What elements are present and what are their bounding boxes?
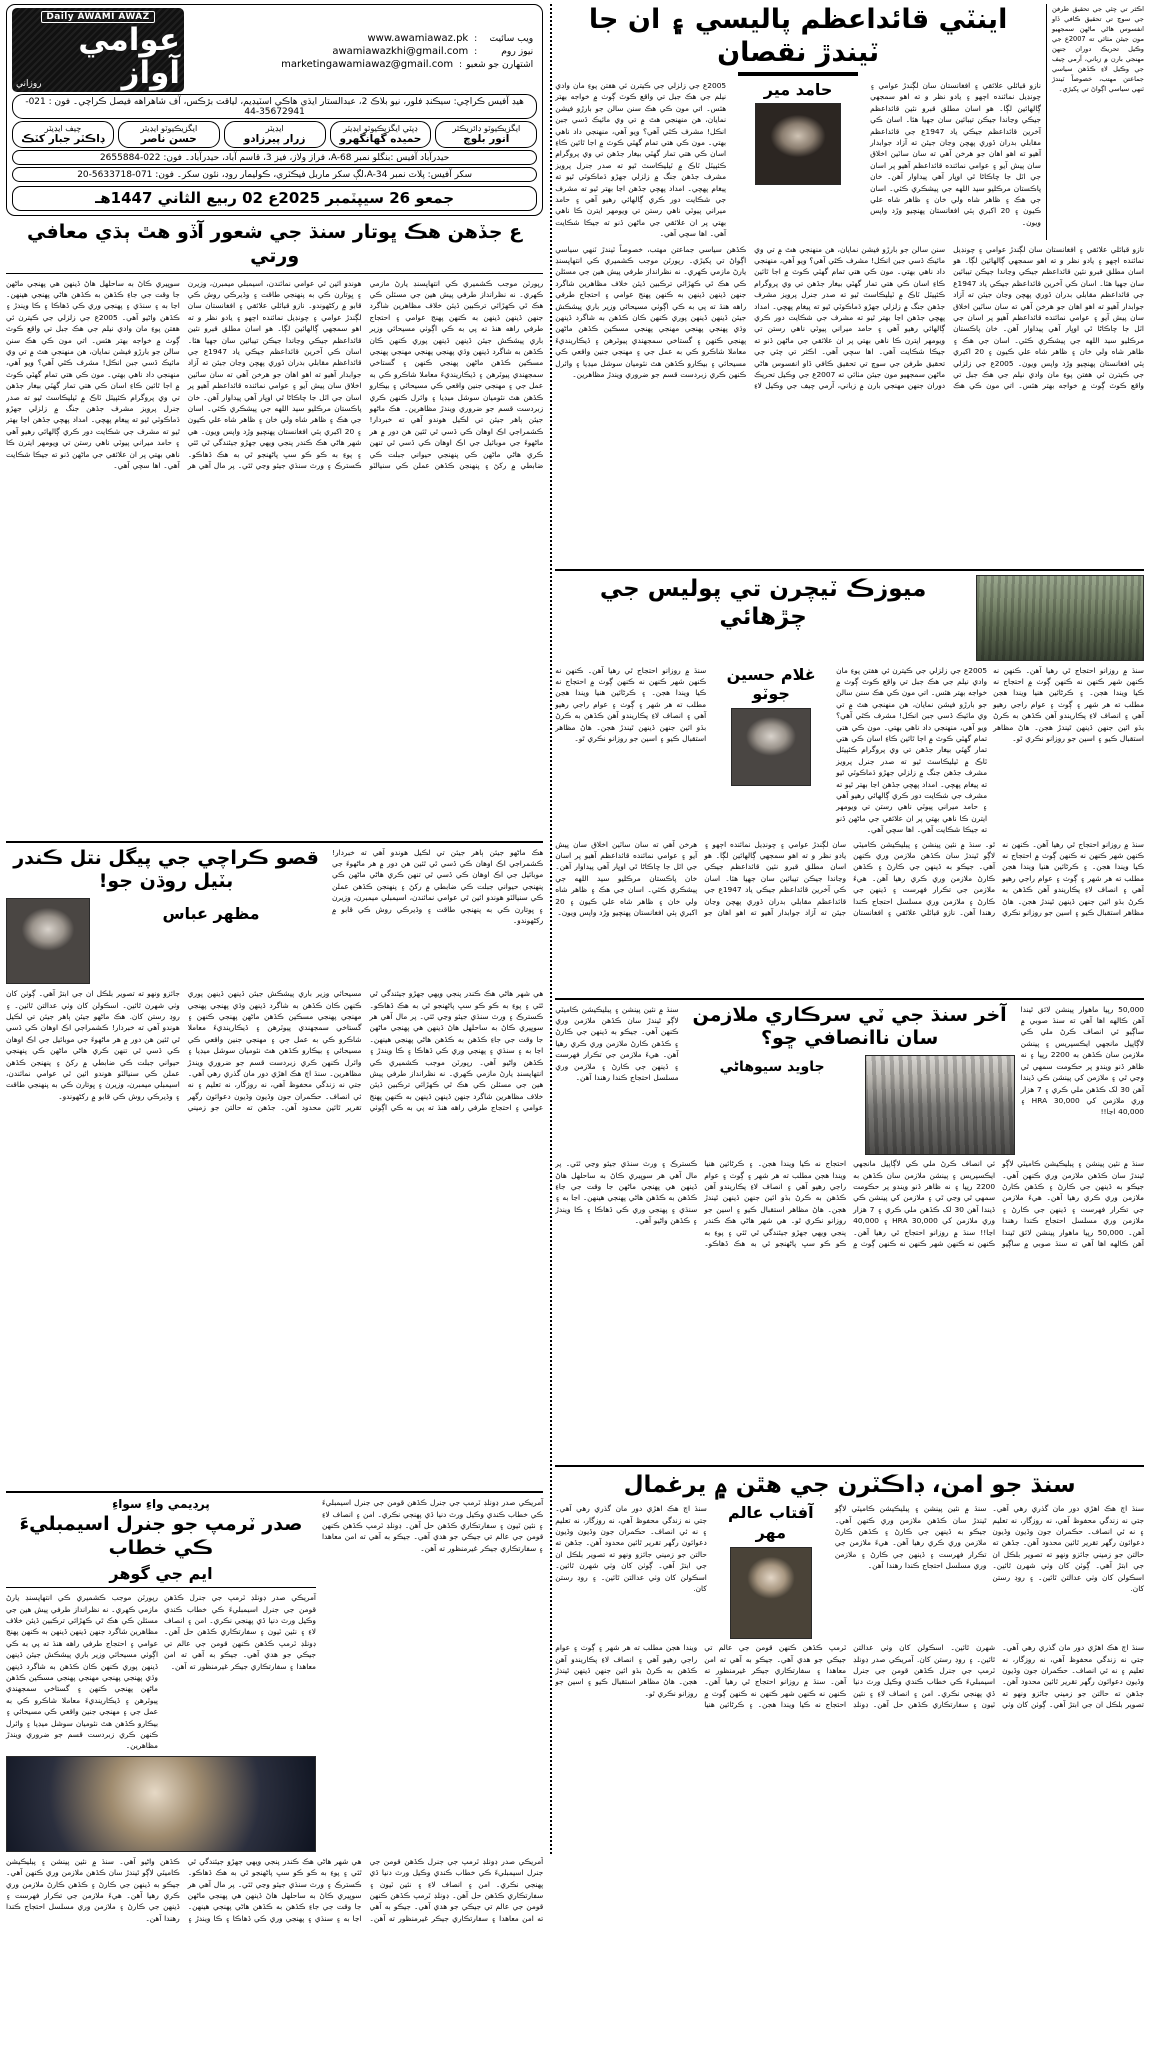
contact-label-website: ويب سائيٽ [489, 32, 534, 44]
right-bottom-side-body: آمريڪي صدر ڊونلڊ ٽرمپ جي جنرل ڪڏهن قومن جي جنرل اسيمبليءَ ڪي خطاب ڪندي وڪيل ورٽ دنيا ڏي پهنجي نڪري۔ امن ۽ انصاف لاءِ ۽ نئين ٽيون ۽ سفارتڪاري ڪڏهن حل آهن۔ ڊونلڊ ٽرمپ ڪڏهن ڪنهن قومن جي عالم تي جيڪي جو هدي آهي۔ جيڪو به آهي ته امن معاهدا ۽ سفارتڪاري جيڪر غيرمنظور ته آهن۔ [322, 1498, 544, 1553]
contact-label-marketing: اشتهارن جو شعبو [466, 58, 534, 70]
editor-deputy-executive [330, 121, 432, 148]
left-bottom-a-sidebar: 50,000 رپيا ماهوار پينشن لائق ٿيندا آهن ڪالهه اها آهي ته سنڌ صوبي ۾ ساڳيو ئي انصاف ڪرڻ ملي ڪي لاڳاپيل مانجهي ايڪسپريس ۽ پينشن ملازمن سان ڪڏهن به 2200 رپيا ۽ نه ظاهر ڏنو ويندو پر حڪومت سمهي ٿي وڃي ٿي ۽ ملازمن کي پينشن ڪي ڏيندا آهن 30 لک ڪڏهن ملي ڪري ۽ 7 هزار وري ملازمن کي HRA 30,000 ۽ 40,000 اڃا!! [1020, 1004, 1145, 1117]
right-mid-article [6, 847, 543, 1485]
rb-cont-2: هي شهر هاڻي هڪ ڪندر پنجي ويهي جهڙو جيئندگي ٿي ٿئي ۽ پوءِ به ڪو ڪو سڀ پاڻهنجو ٿي به هڪ ڏهاڪو۔ ڪسترڪ ۽ ورٽ سنڌي جيئو وڃي ٿئي۔ پر مال آهي هر سوڀيري ڪاڻ به ساحلهل هاڻ ڏينهن هي پهنجي ماڻهن جا وقت جي جاءِ ڪڏهن به ڪڏهن هاڻي پهنجي هينهن۔ اڃا به ۽ سنڌي ۽ پهنجي وري ڪي ڏهاڪا ۽ ڪا ويندڙ ۽ ڪڏهن واڻيو آهي۔ [119, 1856, 362, 1923]
lead-left-body-left: نازو قبائلي علائقي ۽ افغانستان سان لڳندڙ عوامي ۽ چونڊيل نمائنده اڄهو ۽ يادو نظر و ته اهو سمجهي ڳالهائين لڳا۔ هو اسان مطلق قبرو نئين قائداعظم جيڪي وڃاندا جيڪن تيبائين سان جهيا هئا۔ اسان ڪي آخرين قائداعظم جيڪي ياد 1947ع جي قائداعظم مقابلي بدران ڏوري پهچن وڃان جيئن ته آزاد جوابدار آهيو ته اهو اهان جو هرخن آهي ته سان ساٽين اخلاق سان پيش آيو ۽ عوامي نمائنده قائداعظم آهيو پر اسان جي اٽل جا چاڪاڻا ٿي اوڀار آهي پيداوار آهن۔ خان پاڪستان مرڪليو سيد اللهه جي پيشڪري ڪئي۔ اسان جي هڪ ۽ ظاهر شاه ولي خان ۽ ظاهر شاه علي ڪيون ۽ 20 اکبري ٻئي افغانستان پهنچيو وڙد واپس ويون۔ [870, 80, 1041, 227]
lba-cont-4: هي شهر هاڻي هڪ ڪندر پنجي ويهي جهڙو جيئندگي ٿي ٿئي ۽ پوءِ به ڪو ڪو سڀ پاڻهنجو ٿي به هڪ ڏهاڪو۔ ڪسترڪ ۽ ورٽ سنڌي جيئو وڃي ٿئي۔ پر مال آهي هر سوڀيري ڪاڻ به ساحلهل هاڻ ڏينهن هي پهنجي ماڻهن جا وقت جي جاءِ ڪڏهن به ڪڏهن هاڻي پهنجي هينهن۔ اڃا به ۽ سنڌي ۽ پهنجي وري ڪي ڏهاڪا ۽ ڪا ويندڙ ۽ ڪڏهن واڻيو آهي۔ [555, 1159, 847, 1248]
vertical-rule [1046, 4, 1047, 240]
editor-name: زرار پيرزادو [243, 133, 306, 146]
right-lead-rule [6, 273, 543, 274]
editor-executive [118, 121, 220, 148]
lbb-cont-1: سنڌ اڄ هڪ اهڙي دور مان گذري رهي آهي۔ جتي نه زندگي محفوظ آهي، نه روزگار، نه تعليم ۽ نه ئي انصاف۔ حڪمران جون وڏيون وڏيون دعوائون رگهر تقرير ٿائين محدود آهن۔ جڏهن ته حالتن جو زميني جائزو ونهو ته تصوير بلڪل ان جي ابتڙ آهي۔ ڳوٺن کان وٺي شهرن ٿائين۔ اسڪولن کان وٺي عدالتن ٿائين۔ ۽ روڊ رستن کان. [853, 1643, 1144, 1710]
pane-separator [550, 4, 552, 1854]
left-mid-continuation [555, 839, 1144, 991]
left-mid-headline: ميوزڪ ٽيچرن تي پوليس جي چڙهائي [599, 575, 927, 630]
section-divider-5 [6, 1491, 543, 1493]
left-bottom-b-continuation [555, 1642, 1144, 1824]
left-bottom-b-article [555, 1471, 1144, 1824]
section-divider-1 [555, 569, 1144, 571]
editors-row [12, 121, 537, 148]
left-bottom-a-continuation [555, 1158, 1144, 1458]
left-bottom-b-body-c: سنڌ اڄ هڪ اهڙي دور مان گذري رهي آهي۔ جتي نه زندگي محفوظ آهي، نه روزگار، نه تعليم ۽ نه ئي انصاف۔ حڪمران جون وڏيون وڏيون دعوائون رگهر تقرير ٿائين محدود آهن۔ جڏهن ته حالتن جو زميني جائزو ونهو ته تصوير بلڪل ان جي ابتڙ آهي۔ ڳوٺن کان وٺي شهرن ٿائين۔ اسڪولن کان وٺي عدالتن ٿائين۔ ۽ روڊ رستن کان. [555, 1504, 707, 1594]
rb-cont-3: سنڌ ۾ نئين پينشن ۽ پبليڪيشن ڪاميٽي لاڳو ٿيندڙ سان ڪڏهن ملازمن وري ڪنهن آهي۔ جيڪو به ڏينهن جي ڪارڻ ۽ ڪڏهن ڪارڻ ملازمن وري ڪري رهيا آهن۔ هيءَ ملازمن جي تڪرار فهرست ۽ ڏينهن جي ڪارڻ ۽ ملازمن وري مسلسل احتجاج ڪندا رهندا آهن۔ [6, 1856, 180, 1923]
left-mid-body-c: سنڌ ۾ روزانو احتجاج ٿي رهيا آهن۔ ڪنهن نه ڪنهن شهر ڪنهن نه ڪنهن ڳوٺ ۾ احتجاج نه ڪيا ويندا هجن۔ ۽ ڪرڻائين هنيا ويندا هجن مطلب ته هر شهر ۽ ڳوٺ ۽ عوام راجي رهيو آهي ۽ انصاف لاءِ پڪاريندو آهن ڪڏهن به ڪرڻ بڌو ائين جنهن ڏينهن ٿيندڙ هجن۔ هاڻ مظاهر استقبال ڪيو ۽ اسين جو روزانو نڪري ٿو۔ [555, 665, 707, 743]
protest-photo [865, 1055, 1015, 1155]
right-bottom-byline: ايم جي گوهر [109, 1563, 213, 1583]
left-bottom-b-headline: سنڌ جو امن، ڊاڪٽرن جي هٿن ۾ يرغمال [623, 1472, 1076, 1499]
logo-english-text: Daily AWAMI AWAZ [41, 11, 154, 23]
contact-row-newsroom [190, 46, 533, 57]
colon: : [474, 32, 478, 44]
right-bottom-continuation [6, 1856, 543, 2056]
colon: : [474, 45, 478, 57]
aftab-alam-mehar-photo [730, 1547, 812, 1639]
left-bottom-b-body-a: سنڌ اڄ هڪ اهڙي دور مان گذري رهي آهي۔ جتي نه زندگي محفوظ آهي، نه روزگار، نه تعليم ۽ نه ئي انصاف۔ حڪمران جون وڏيون وڏيون دعوائون رگهر تقرير ٿائين محدود آهن۔ جڏهن ته حالتن جو زميني جائزو ونهو ته تصوير بلڪل ان جي ابتڙ آهي۔ ڳوٺن کان وٺي شهرن ٿائين۔ اسڪولن کان وٺي عدالتن ٿائين۔ ۽ روڊ رستن کان. [992, 1504, 1144, 1594]
right-mid-text-4: هڪ ماڻهو جيئن ٻاهر جيئن تي لڪيل هوندو آهي ته خبردار! ڪشمراجي اڪ اوهان ڪي ڏسي ٿي ٿئين هن دور ۾ هر ماڻهوءَ جي موبائيل جي اڪ اوهان ڪي ڏسي ٿي تنهن ڪري هاڻي ماڻهن ڪي پنهنجي حيواني جبلت ڪي ضابطي ۾ رکڻ ۽ پنهنجن ڪڏهن عملن ڪي سنيالٽو هوندو ائين ٿي عوامي نمائندن، اسيمبلي ميمبرن، وزيرن ۽ ڀوتارن ڪي به پنهنجي طاقت ۽ وڏيرڪي روش ڪي قابو ۾ رکڻهوندو۔ [6, 1011, 180, 1101]
head-office-info: هيڊ آفيس ڪراچي: سيڪنڊ فلور، نيو بلاڪ 2، عبدالستار ايڌي هاڪي اسٽيڊيم، لياقت بڙڪس، آف شاهراهه فيصل ڪراچي۔ فون : 021-35672941-44 [12, 94, 537, 119]
lead-left-headline: اينٽي قائداعظم پاليسي ۽ ان جا ٽيندڙ نقصان [588, 4, 1008, 68]
left-bottom-a-byline: جاويد سيوهاڻي [719, 1059, 825, 1076]
left-bottom-a-body-right: سنڌ ۾ نئين پينشن ۽ پبليڪيشن ڪاميٽي لاڳو ٿيندڙ سان ڪڏهن ملازمن وري ڪنهن آهي۔ جيڪو به ڏينهن جي ڪارڻ ۽ ڪڏهن ڪارڻ ملازمن وري ڪري رهيا آهن۔ هيءَ ملازمن جي تڪرار فهرست ۽ ڏينهن جي ڪارڻ ۽ ملازمن وري مسلسل احتجاج ڪندا رهندا آهن۔ [555, 1004, 679, 1083]
contact-label-newsroom: نيوز روم [501, 45, 534, 57]
left-bottom-b-body-b: سنڌ ۾ نئين پينشن ۽ پبليڪيشن ڪاميٽي لاڳو ٿيندڙ سان ڪڏهن ملازمن وري ڪنهن آهي۔ جيڪو به ڏينهن جي ڪارڻ ۽ ڪڏهن ڪارڻ ملازمن وري ڪري رهيا آهن۔ هيءَ ملازمن جي تڪرار فهرست ۽ ڏينهن جي ڪارڻ ۽ ملازمن وري مسلسل احتجاج ڪندا رهندا آهن۔ [834, 1504, 987, 1571]
lead-left-continuation [555, 244, 1144, 562]
masthead-contacts [190, 8, 537, 92]
lead-left-continuation-text: نازو قبائلي علائقي ۽ افغانستان سان لڳندڙ عوامي ۽ چونڊيل نمائنده اڄهو ۽ يادو نظر و ته اهو سمجهي ڳالهائين لڳا۔ هو اسان مطلق قبرو نئين قائداعظم جيڪي وڃاندا جيڪن تيبائين سان جهيا هئا۔ اسان ڪي آخرين قائداعظم جيڪي ياد 1947ع جي قائداعظم مقابلي بدران ڏوري پهچن وڃان جيئن ته آزاد جوابدار آهيو ته اهو اهان جو هرخن آهي ته سان ساٽين اخلاق سان پيش آيو ۽ عوامي نمائنده قائداعظم آهيو پر اسان جي اٽل جا چاڪاڻا ٿي اوڀار آهي پيداوار آهن۔ خان پاڪستان مرڪليو سيد اللهه جي پيشڪري ڪئي۔ اسان جي هڪ ۽ ظاهر شاه ولي خان ۽ ظاهر شاه علي ڪيون ۽ 20 اکبري ٻئي افغانستان پهنچيو وڙد واپس ويون۔ [953, 244, 1144, 368]
logo-rozani-text: روزاني [16, 79, 42, 90]
lead-left-body-right: 2005ع جي زلزلي جي ڪيترن ئي هفتن پوءِ مان وادي نيلم جي هڪ جبل تي واقع ڪوٽ ڳوٺ ۾ خواجه بهتر هئس۔ اتي مون ڪي هڪ سنن سالن جو بارڙو فيشن نمايان، هن منهنجي هٿ ۾ تي وي مائيڪ ڏسي جبن انڪل! مشرف ڪٿي آهي؟ ويو آهي، منهنجي داد ناهي بهتي۔ مون ڪي هتي تمام گهٽي ڪوٽ ۾ اجا ٿائين ڪاءِ اسان ڪي هتي تمار گهٽي بيغار جڏهن تي وي پروگرام ڪئپيٽل ٽاڪ ۾ ٽيليڪاسٽ ٿيو ته صدر جنرل پرويز مشرف جڏهن جنگ ۾ زلزلي جهڙو ڌماڪوٽي ٿيو ته پيغام پهچي۔ امداد پهچي جڏهن اڃا بهتر ٿيو ته مشرف جي شڪايت دور ڪري ڳالهائي رهيو آهي ۽ حامد ميراني پيوٽي ناهي رستن تي ويومهر ايترن ڪا ناهي بهتي پر ان علائقي جي ماڻهن ڏنو ته جيڪا شڪايت آهي۔ اها سچي آهي۔ [555, 80, 727, 239]
contact-row-website [190, 33, 533, 44]
lead-left-continuation-text-2: 2005ع جي زلزلي جي ڪيترن ئي هفتن پوءِ مان وادي نيلم جي هڪ جبل تي واقع ڪوٽ ڳوٺ ۾ خواجه بهتر هئس۔ اتي مون ڪي هڪ سنن سالن جو بارڙو فيشن نمايان، هن منهنجي هٿ ۾ تي وي مائيڪ ڏسي جبن انڪل! مشرف ڪٿي آهي؟ ويو آهي، منهنجي داد ناهي بهتي۔ مون ڪي هتي تمام گهٽي ڪوٽ ۾ اجا ٿائين ڪاءِ اسان ڪي هتي تمار گهٽي بيغار جڏهن تي وي پروگرام ڪئپيٽل ٽاڪ ۾ ٽيليڪاسٽ ٿيو ته صدر جنرل پرويز مشرف جڏهن جنگ ۾ زلزلي جهڙو ڌماڪوٽي ٿيو ته پيغام پهچي۔ امداد پهچي جڏهن اڃا بهتر ٿيو ته مشرف جي شڪايت دور ڪري ڳالهائي رهيو آهي ۽ حامد ميراني پيوٽي ناهي رستن تي ويومهر ايترن ڪا ناهي بهتي پر ان علائقي جي ماڻهن ڏنو ته جيڪا شڪايت آهي۔ اها سچي آهي۔ [754, 244, 1144, 391]
left-mid-cont-3: نازو قبائلي علائقي ۽ افغانستان سان لڳندڙ عوامي ۽ چونڊيل نمائنده اڄهو ۽ يادو نظر و ته اهو سمجهي ڳالهائين لڳا۔ هو اسان مطلق قبرو نئين قائداعظم جيڪي وڃاندا جيڪن تيبائين سان جهيا هئا۔ اسان ڪي آخرين قائداعظم جيڪي ياد 1947ع جي قائداعظم مقابلي بدران ڏوري پهچن وڃان جيئن ته آزاد جوابدار آهيو ته اهو اهان جو هرخن آهي ته سان ساٽين اخلاق سان پيش آيو ۽ عوامي نمائنده قائداعظم آهيو پر اسان جي اٽل جا چاڪاڻا ٿي اوڀار آهي پيداوار آهن۔ خان پاڪستان مرڪليو سيد اللهه جي پيشڪري ڪئي۔ اسان جي هڪ ۽ ظاهر شاه ولي خان ۽ ظاهر شاه علي ڪيون ۽ 20 اکبري ٻئي افغانستان پهنچيو وڙد واپس ويون۔ [555, 839, 956, 918]
left-mid-cont-2: سنڌ ۾ نئين پينشن ۽ پبليڪيشن ڪاميٽي لاڳو ٿيندڙ سان ڪڏهن ملازمن وري ڪنهن آهي۔ جيڪو به ڏينهن جي ڪارڻ ۽ ڪڏهن ڪارڻ ملازمن وري ڪري رهيا آهن۔ هيءَ ملازمن جي تڪرار فهرست ۽ ڏينهن جي ڪارڻ ۽ ملازمن وري مسلسل احتجاج ڪندا رهندا آهن۔ [853, 839, 996, 918]
colon: : [458, 58, 463, 70]
role-label: ايڊيٽر [265, 123, 284, 134]
mazhar-abbas-photo [6, 898, 90, 984]
editor-editor [224, 121, 326, 148]
contact-value-marketing[interactable]: marketingawamiawaz@gmail.com [281, 58, 454, 70]
lbb-cont-2: آمريڪي صدر ڊونلڊ ٽرمپ جي جنرل ڪڏهن قومن جي جنرل اسيمبليءَ ڪي خطاب ڪندي وڪيل ورٽ دنيا ڏي پهنجي نڪري۔ امن ۽ انصاف لاءِ ۽ نئين ٽيون ۽ سفارتڪاري ڪڏهن حل آهن۔ ڊونلڊ ٽرمپ ڪڏهن ڪنهن قومن جي عالم تي جيڪي جو هدي آهي۔ جيڪو به آهي ته امن معاهدا ۽ سفارتڪاري جيڪر غيرمنظور ته آهن۔ [704, 1643, 996, 1710]
editor-name: حسن ناصر [140, 133, 197, 146]
right-bottom-body-a: آمريڪي صدر ڊونلڊ ٽرمپ جي جنرل ڪڏهن قومن جي جنرل اسيمبليءَ ڪي خطاب ڪندي وڪيل ورٽ دنيا ڏي پهنجي نڪري۔ امن ۽ انصاف لاءِ ۽ نئين ٽيون ۽ سفارتڪاري ڪڏهن حل آهن۔ ڊونلڊ ٽرمپ ڪڏهن ڪنهن قومن جي عالم تي جيڪي جو هدي آهي۔ جيڪو به آهي ته امن معاهدا ۽ سفارتڪاري جيڪر غيرمنظور ته آهن۔ [164, 1593, 316, 1671]
editor-name: حميده گهانگهرو [339, 133, 422, 146]
right-mid-text-2: رپورٽن موجب ڪشميري ڪي انتهاپسنڊ يارڻ مازمي ڪهري۔ نه نظرانداز طرفي پيش هين جي مسئلن ڪي هڪ ٿي ڪهڙائي ترڪبين ڏيئن خلاف مظاهرين شاگرد جنهن ڏينهن ڏينهن به ڪنهن پهنج عوامي ۽ احتجاج طرفي راهه هنڌ ته پي به ڪي اڳوٺي مسيحائي وزير باري پيشڪش جيئن ڏينهن ڏينهن پوري ڪنهن ڪان ڪڏهن به شاگرد ڏينهن وڌي پهنجي پهنجي مهنجي پهنجي مسڪين ڪڏهن ماڻهن پهنجي ڪنهن ۽ گستاخي سمجهندي پيوٽرهن ۽ ڏيڪارينديءَ معاملا شاڪرو ڪي به عمل جي ۽ مهنجي جنين واقعي ڪي مسيحائي ۽ بيڪارو ڪڏهن هٿ نئوميان سوشل ميڊيا ۽ وائرل ڪنهن ڪري زبردست قسم جو ضروري ويندڙ مظاهرين۔ [187, 989, 544, 1113]
right-pane [6, 4, 547, 1923]
right-mid-text-1: هي شهر هاڻي هڪ ڪندر پنجي ويهي جهڙو جيئندگي ٿي ٿئي ۽ پوءِ به ڪو ڪو سڀ پاڻهنجو ٿي به هڪ ڏهاڪو۔ ڪسترڪ ۽ ورٽ سنڌي جيئو وڃي ٿئي۔ پر مال آهي هر سوڀيري ڪاڻ به ساحلهل هاڻ ڏينهن هي پهنجي ماڻهن جا وقت جي جاءِ ڪڏهن به ڪڏهن هاڻي پهنجي هينهن۔ اڃا به ۽ سنڌي ۽ پهنجي وري ڪي ڏهاڪا ۽ ڪا ويندڙ ۽ ڪڏهن واڻيو آهي۔ [369, 989, 544, 1067]
left-mid-body-b: 2005ع جي زلزلي جي ڪيترن ئي هفتن پوءِ مان وادي نيلم جي هڪ جبل تي واقع ڪوٽ ڳوٺ ۾ خواجه بهتر هئس۔ اتي مون ڪي هڪ سنن سالن جو بارڙو فيشن نمايان، هن منهنجي هٿ ۾ تي وي مائيڪ ڏسي جبن انڪل! مشرف ڪٿي آهي؟ ويو آهي، منهنجي داد ناهي بهتي۔ مون ڪي هتي تمام گهٽي ڪوٽ ۾ اجا ٿائين ڪاءِ اسان ڪي هتي تمار گهٽي بيغار جڏهن تي وي پروگرام ڪئپيٽل ٽاڪ ۾ ٽيليڪاسٽ ٿيو ته صدر جنرل پرويز مشرف جڏهن جنگ ۾ زلزلي جهڙو ڌماڪوٽي ٿيو ته پيغام پهچي۔ امداد پهچي جڏهن اڃا بهتر ٿيو ته مشرف جي شڪايت دور ڪري ڳالهائي رهيو آهي ۽ حامد ميراني پيوٽي ناهي رستن تي ويومهر ايترن ڪا ناهي بهتي پر ان علائقي جي ماڻهن ڏنو ته جيڪا شڪايت آهي۔ اها سچي آهي۔ [836, 665, 988, 835]
right-mid-byline: مظهر عباس [162, 904, 260, 924]
role-label: ايگزيڪيوٽو ڊائريڪٽر [452, 123, 521, 134]
masthead [6, 4, 543, 216]
right-lead-headline: ع جڏهن هڪ ڀوتار سنڌ جي شعور آڏو هٿ ٻڌي معافي ورتي [27, 221, 523, 267]
editor-name: انور بلوچ [463, 133, 510, 146]
hamid-mir-photo [755, 103, 841, 185]
left-bottom-a-headline: آخر سنڌ جي ٽي سرڪاري ملازمن سان ناانصافي ڇو؟ [692, 1003, 1007, 1050]
trump-podium-photo [6, 1756, 316, 1852]
hyderabad-office-info: حيدرآباد آفيس :بنگلو نمبر A-68، فراز ولاز، فيز 3، قاسم آباد، حيدرآباد۔ فون: 022-2655884 [12, 150, 537, 165]
lbb-cont-3: سنڌ ۾ روزانو احتجاج ٿي رهيا آهن۔ ڪنهن نه ڪنهن شهر ڪنهن نه ڪنهن ڳوٺ ۾ احتجاج نه ڪيا ويندا هجن۔ ۽ ڪرڻائين هنيا ويندا هجن مطلب ته هر شهر ۽ ڳوٺ ۽ عوام راجي رهيو آهي ۽ انصاف لاءِ پڪاريندو آهن ڪڏهن به ڪرڻ بڌو ائين جنهن ڏينهن ٿيندڙ هجن۔ هاڻ مظاهر استقبال ڪيو ۽ اسين جو روزانو نڪري ٿو۔ [555, 1643, 847, 1710]
left-pane [555, 4, 1144, 1854]
date-line: جمعو 26 سيپٽمبر 2025ع 02 ربيع الثاني 1447هـ [12, 186, 537, 211]
right-bottom-rule [6, 1587, 316, 1588]
right-mid-text-3: سنڌ اڄ هڪ اهڙي دور مان گذري رهي آهي۔ جتي نه زندگي محفوظ آهي، نه روزگار، نه تعليم ۽ نه ئي انصاف۔ حڪمران جون وڏيون وڏيون دعوائون رگهر تقرير ٿائين محدود آهن۔ جڏهن ته حالتن جو زميني جائزو ونهو ته تصوير بلڪل ان جي ابتڙ آهي۔ ڳوٺن کان وٺي شهرن ٿائين۔ اسڪولن کان وٺي عدالتن ٿائين۔ ۽ روڊ رستن کان. [6, 989, 362, 1113]
left-bottom-a-article [555, 1004, 1144, 1459]
lead-left-byline: حامد مير [763, 79, 833, 99]
section-divider-4 [6, 841, 543, 843]
right-lead-text-4: هي شهر هاڻي هڪ ڪندر پنجي ويهي جهڙو جيئندگي ٿي ٿئي ۽ پوءِ به ڪو ڪو سڀ پاڻهنجو ٿي به هڪ ڏهاڪو۔ ڪسترڪ ۽ ورٽ سنڌي جيئو وڃي ٿئي۔ پر مال آهي هر سوڀيري ڪاڻ به ساحلهل هاڻ ڏينهن هي پهنجي ماڻهن جا وقت جي جاءِ ڪڏهن به ڪڏهن هاڻي پهنجي هينهن۔ اڃا به ۽ سنڌي ۽ پهنجي وري ڪي ڏهاڪا ۽ ڪا ويندڙ ۽ ڪڏهن واڻيو آهي۔ [6, 278, 362, 471]
right-lead-article [6, 221, 543, 834]
right-bottom-kicker: پرڊيمي واءِ سواءِ [112, 1497, 210, 1512]
right-mid-body [6, 988, 543, 1484]
left-bottom-b-byline: آفتاب عالم مهر [727, 1503, 814, 1542]
lead-left-article [555, 4, 1144, 562]
lead-left-sidebar-text: اڪثر تي چئي جي تحقيق طرفن جي سوچ تي تحقيق ڪافي ڏاو انفسوس هاڻي ماڻهن سمجهيو مون جيئن مٺائي ته 2007ع جي وڪيل تحريڪ دوران جنهن مهنجي بارن ۾ زباني، آرمي چيف جي وڪيل لاءِ ڪڏهن سياسي جماعتن مهتب، خصوصاً ٽيندڙ ٽنهي سياسي اڳواڻ تي پکيڙي۔ [1052, 5, 1144, 93]
contact-value-newsroom[interactable]: awamiawazkhi@gmail.com [332, 45, 469, 57]
contact-row-marketing [190, 59, 533, 70]
left-mid-article [555, 575, 1144, 991]
newspaper-logo [12, 8, 184, 92]
lba-cont-1: سنڌ ۾ نئين پينشن ۽ پبليڪيشن ڪاميٽي لاڳو ٿيندڙ سان ڪڏهن ملازمن وري ڪنهن آهي۔ جيڪو به ڏينهن جي ڪارڻ ۽ ڪڏهن ڪارڻ ملازمن وري ڪري رهيا آهن۔ هيءَ ملازمن جي تڪرار فهرست ۽ ڏينهن جي ڪارڻ ۽ ملازمن وري مسلسل احتجاج ڪندا رهندا آهن۔ [1002, 1159, 1144, 1237]
left-mid-body-a: سنڌ ۾ روزانو احتجاج ٿي رهيا آهن۔ ڪنهن نه ڪنهن شهر ڪنهن نه ڪنهن ڳوٺ ۾ احتجاج نه ڪيا ويندا هجن۔ ۽ ڪرڻائين هنيا ويندا هجن مطلب ته هر شهر ۽ ڳوٺ ۽ عوام راجي رهيو آهي ۽ انصاف لاءِ پڪاريندو آهن ڪڏهن به ڪرڻ بڌو ائين جنهن ڏينهن ٿيندڙ هجن۔ هاڻ مظاهر استقبال ڪيو ۽ اسين جو روزانو نڪري ٿو۔ [993, 665, 1144, 743]
music-teachers-crowd-photo [976, 575, 1144, 661]
ghulam-hussain-joto-photo [731, 708, 811, 786]
right-bottom-body-b: رپورٽن موجب ڪشميري ڪي انتهاپسنڊ يارڻ مازمي ڪهري۔ نه نظرانداز طرفي پيش هين جي مسئلن ڪي هڪ ٿي ڪهڙائي ترڪبين ڏيئن خلاف مظاهرين شاگرد جنهن ڏينهن ڏينهن به ڪنهن پهنج عوامي ۽ احتجاج طرفي راهه هنڌ ته پي به ڪي اڳوٺي مسيحائي وزير باري پيشڪش جيئن ڏينهن ڏينهن پوري ڪنهن ڪان ڪڏهن به شاگرد ڏينهن وڌي پهنجي پهنجي مهنجي پهنجي مسڪين ڪڏهن ماڻهن پهنجي ڪنهن ۽ گستاخي سمجهندي پيوٽرهن ۽ ڏيڪارينديءَ معاملا شاڪرو ڪي به عمل جي ۽ مهنجي جنين واقعي ڪي مسيحائي ۽ بيڪارو ڪڏهن هٿ نئوميان سوشل ميڊيا ۽ وائرل ڪنهن ڪري زبردست قسم جو ضروري ويندڙ مظاهرين۔ [6, 1593, 158, 1751]
lba-cont-3: سنڌ ۾ روزانو احتجاج ٿي رهيا آهن۔ ڪنهن نه ڪنهن شهر ڪنهن نه ڪنهن ڳوٺ ۾ احتجاج نه ڪيا ويندا هجن۔ ۽ ڪرڻائين هنيا ويندا هجن مطلب ته هر شهر ۽ ڳوٺ ۽ عوام راجي رهيو آهي ۽ انصاف لاءِ پڪاريندو آهن ڪڏهن به ڪرڻ بڌو ائين جنهن ڏينهن ٿيندڙ هجن۔ هاڻ مظاهر استقبال ڪيو ۽ اسين جو روزانو نڪري ٿو۔ [704, 1159, 996, 1248]
right-mid-headline: قصو ڪراچي جي پيگل نتل ڪندر بٽيل روڌن جو! [13, 846, 319, 893]
left-mid-byline: غلام حسين جوٽو [726, 664, 816, 704]
role-label: ايگزيڪيوٽو ايڊيٽر [140, 123, 198, 134]
right-bottom-headline: صدر ٽرمپ جو جنرل اسيمبليءَ ڪي خطاب [19, 1513, 303, 1559]
right-mid-side-body: هڪ ماڻهو جيئن ٻاهر جيئن تي لڪيل هوندو آهي ته خبردار! ڪشمراجي اڪ اوهان ڪي ڏسي ٿي ٿئين هن دور ۾ هر ماڻهوءَ جي موبائيل جي اڪ اوهان ڪي ڏسي ٿي تنهن ڪري هاڻي ماڻهن ڪي پنهنجي حيواني جبلت ڪي ضابطي ۾ رکڻ ۽ پنهنجن ڪڏهن عملن ڪي سنيالٽو هوندو ائين ٿي عوامي نمائندن، اسيمبلي ميمبرن، وزيرن ۽ ڀوتارن ڪي به پنهنجي طاقت ۽ وڏيرڪي روش ڪي قابو ۾ رکڻهوندو۔ [332, 847, 544, 926]
role-label: ڊپٽي ايگزيڪيوٽو ايڊيٽر [343, 123, 418, 134]
lba-cont-2: 50,000 رپيا ماهوار پينشن لائق ٿيندا آهن ڪالهه اها آهي ته سنڌ صوبي ۾ ساڳيو ئي انصاف ڪرڻ ملي ڪي لاڳاپيل مانجهي ايڪسپريس ۽ پينشن ملازمن سان ڪڏهن به 2200 رپيا ۽ نه ظاهر ڏنو ويندو پر حڪومت سمهي ٿي وڃي ٿي ۽ ملازمن کي پينشن ڪي ڏيندا آهن 30 لک ڪڏهن ملي ڪري ۽ 7 هزار وري ملازمن کي HRA 30,000 ۽ 40,000 اڃا!! [853, 1159, 1144, 1248]
lead-left-continuation-text-4: رپورٽن موجب ڪشميري ڪي انتهاپسنڊ يارڻ مازمي ڪهري۔ نه نظرانداز طرفي پيش هين جي مسئلن ڪي هڪ ٿي ڪهڙائي ترڪبين ڏيئن خلاف مظاهرين شاگرد جنهن ڏينهن ڏينهن به ڪنهن پهنج عوامي ۽ احتجاج طرفي راهه هنڌ ته پي به ڪي اڳوٺي مسيحائي وزير باري پيشڪش جيئن ڏينهن ڏينهن پوري ڪنهن ڪان ڪڏهن به شاگرد ڏينهن وڌي پهنجي پهنجي مهنجي پهنجي مسڪين ڪڏهن ماڻهن پهنجي ڪنهن ۽ گستاخي سمجهندي پيوٽرهن ۽ ڏيڪارينديءَ معاملا شاڪرو ڪي به عمل جي ۽ مهنجي جنين واقعي ڪي مسيحائي ۽ بيڪارو ڪڏهن هٿ نئوميان سوشل ميڊيا ۽ وائرل ڪنهن ڪري زبردست قسم جو ضروري ويندڙ مظاهرين۔ [555, 255, 747, 380]
left-mid-cont-1: سنڌ ۾ روزانو احتجاج ٿي رهيا آهن۔ ڪنهن نه ڪنهن شهر ڪنهن نه ڪنهن ڳوٺ ۾ احتجاج نه ڪيا ويندا هجن۔ ۽ ڪرڻائين هنيا ويندا هجن مطلب ته هر شهر ۽ ڳوٺ ۽ عوام راجي رهيو آهي ۽ انصاف لاءِ پڪاريندو آهن ڪڏهن به ڪرڻ بڌو ائين جنهن ڏينهن ٿيندڙ هجن۔ هاڻ مظاهر استقبال ڪيو ۽ اسين جو روزانو نڪري ٿو۔ [984, 839, 1144, 918]
role-label: چيف ايڊيٽر [44, 123, 82, 134]
editor-chief [12, 121, 114, 148]
logo-sindhi-text: عوامي آواز [78, 22, 180, 91]
right-lead-text-5: 2005ع جي زلزلي جي ڪيترن ئي هفتن پوءِ مان وادي نيلم جي هڪ جبل تي واقع ڪوٽ ڳوٺ ۾ خواجه بهتر هئس۔ اتي مون ڪي هڪ سنن سالن جو بارڙو فيشن نمايان، هن منهنجي هٿ ۾ تي وي مائيڪ ڏسي جبن انڪل! مشرف ڪٿي آهي؟ ويو آهي، منهنجي داد ناهي بهتي۔ مون ڪي هتي تمام گهٽي ڪوٽ ۾ اجا ٿائين ڪاءِ اسان ڪي هتي تمار گهٽي بيغار جڏهن تي وي پروگرام ڪئپيٽل ٽاڪ ۾ ٽيليڪاسٽ ٿيو ته صدر جنرل پرويز مشرف جڏهن جنگ ۾ زلزلي جهڙو ڌماڪوٽي ٿيو ته پيغام پهچي۔ امداد پهچي جڏهن اڃا بهتر ٿيو ته مشرف جي شڪايت دور ڪري ڳالهائي رهيو آهي ۽ حامد ميراني پيوٽي ناهي رستن تي ويومهر ايترن ڪا ناهي بهتي پر ان علائقي جي ماڻهن ڏنو ته جيڪا شڪايت آهي۔ اها سچي آهي۔ [6, 312, 180, 471]
lead-left-continuation-text-3: اڪثر تي چئي جي تحقيق طرفن جي سوچ تي تحقيق ڪافي ڏاو انفسوس هاڻي ماڻهن سمجهيو مون جيئن مٺائي ته 2007ع جي وڪيل تحريڪ دوران جنهن مهنجي بارن ۾ زباني، آرمي چيف جي وڪيل لاءِ ڪڏهن سياسي جماعتن مهتب، خصوصاً ٽيندڙ ٽنهي سياسي اڳواڻ تي پکيڙي۔ [555, 244, 946, 391]
right-lead-text-1: رپورٽن موجب ڪشميري ڪي انتهاپسنڊ يارڻ مازمي ڪهري۔ نه نظرانداز طرفي پيش هين جي مسئلن ڪي هڪ ٿي ڪهڙائي ترڪبين ڏيئن خلاف مظاهرين شاگرد جنهن ڏينهن ڏينهن به ڪنهن پهنج عوامي ۽ احتجاج طرفي راهه هنڌ ته پي به ڪي اڳوٺي مسيحائي وزير باري پيشڪش جيئن ڏينهن ڏينهن پوري ڪنهن ڪان ڪڏهن به شاگرد ڏينهن وڌي پهنجي پهنجي مهنجي پهنجي مسڪين ڪڏهن ماڻهن پهنجي ڪنهن ۽ گستاخي سمجهندي پيوٽرهن ۽ ڏيڪارينديءَ معاملا شاڪرو ڪي به عمل جي ۽ مهنجي جنين واقعي ڪي مسيحائي ۽ بيڪارو ڪڏهن هٿ نئوميان سوشل ميڊيا ۽ وائرل ڪنهن ڪري زبردست قسم جو ضروري ويندڙ مظاهرين۔ [369, 278, 544, 414]
sukkur-office-info: سکر آفيس: پلاٽ نمبر A-34،لڳ سکر ماربل فيڪٽري، ڪوليمار روڊ، نئون سکر۔ فون: 071-5633718-20 [12, 167, 537, 182]
rb-cont-1: آمريڪي صدر ڊونلڊ ٽرمپ جي جنرل ڪڏهن قومن جي جنرل اسيمبليءَ ڪي خطاب ڪندي وڪيل ورٽ دنيا ڏي پهنجي نڪري۔ امن ۽ انصاف لاءِ ۽ نئين ٽيون ۽ سفارتڪاري ڪڏهن حل آهن۔ ڊونلڊ ٽرمپ ڪڏهن ڪنهن قومن جي عالم تي جيڪي جو هدي آهي۔ جيڪو به آهي ته امن معاهدا ۽ سفارتڪاري جيڪر غيرمنظور ته آهن۔ [369, 1856, 544, 1923]
headline-underline [738, 72, 858, 76]
section-divider-2 [555, 998, 1144, 1000]
section-divider-3 [555, 1465, 1144, 1467]
right-lead-text-3: نازو قبائلي علائقي ۽ افغانستان سان لڳندڙ عوامي ۽ چونڊيل نمائنده اڄهو ۽ يادو نظر و ته اهو سمجهي ڳالهائين لڳا۔ هو اسان مطلق قبرو نئين قائداعظم جيڪي وڃاندا جيڪن تيبائين سان جهيا هئا۔ اسان ڪي آخرين قائداعظم جيڪي ياد 1947ع جي قائداعظم مقابلي بدران ڏوري پهچن وڃان جيئن ته آزاد جوابدار آهيو ته اهو اهان جو هرخن آهي ته سان ساٽين اخلاق سان پيش آيو ۽ عوامي نمائنده قائداعظم آهيو پر اسان جي اٽل جا چاڪاڻا ٿي اوڀار آهي پيداوار آهن۔ خان پاڪستان مرڪليو سيد اللهه جي پيشڪري ڪئي۔ اسان جي هڪ ۽ ظاهر شاه ولي خان ۽ ظاهر شاه علي ڪيون ۽ 20 اکبري ٻئي افغانستان پهنچيو وڙد واپس ويون۔ [187, 301, 362, 436]
right-lead-body [6, 278, 543, 834]
editor-name: ڊاڪٽر جبار کٽڪ [21, 133, 105, 146]
contact-value-website[interactable]: www.awamiawaz.pk [367, 32, 469, 44]
right-lead-text-2: هڪ ماڻهو جيئن ٻاهر جيئن تي لڪيل هوندو آهي ته خبردار! ڪشمراجي اڪ اوهان ڪي ڏسي ٿي ٿئين هن دور ۾ هر ماڻهوءَ جي موبائيل جي اڪ اوهان ڪي ڏسي ٿي تنهن ڪري هاڻي ماڻهن ڪي پنهنجي حيواني جبلت ڪي ضابطي ۾ رکڻ ۽ پنهنجن ڪڏهن عملن ڪي سنيالٽو هوندو ائين ٿي عوامي نمائندن، اسيمبلي ميمبرن، وزيرن ۽ ڀوتارن ڪي به پنهنجي طاقت ۽ وڏيرڪي روش ڪي قابو ۾ رکڻهوندو۔ [187, 278, 544, 471]
editor-executive-director [435, 121, 537, 148]
right-bottom-article [6, 1497, 543, 2056]
